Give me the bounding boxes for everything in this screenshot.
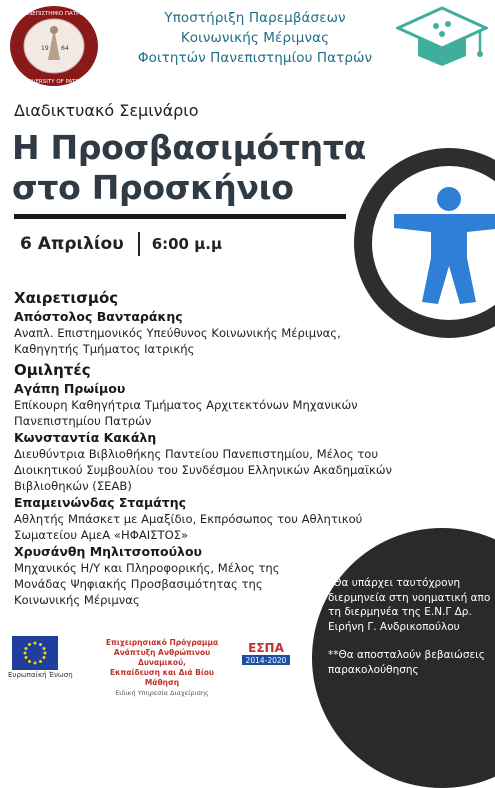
greeting-name: Απόστολος Βανταράκης <box>14 309 183 324</box>
event-title-line-2: στο Προσκήνιο <box>12 168 294 207</box>
speaker-role-line: Διοικητικού Συμβουλίου του Συνδέσμου Ελληνικών Ακαδημαϊκών <box>14 463 393 477</box>
event-datetime <box>20 232 222 256</box>
programme-line: Ανάπτυξη Ανθρώπινου Δυναμικού, <box>113 648 211 667</box>
event-time: 6:00 μ.μ <box>151 235 222 253</box>
greeting-heading: Χαιρετισμός <box>14 289 119 307</box>
university-seal-logo <box>8 4 100 88</box>
speaker-role-line: Κοινωνικής Μέριμνας <box>14 593 140 607</box>
note-line: *Θα υπάρχει ταυτόχρονη <box>328 577 461 589</box>
event-title-line-1: Η Προσβασιμότητα <box>12 128 367 167</box>
event-subtitle: Διαδικτυακό Σεμινάριο <box>14 101 199 120</box>
event-date: 6 Απριλίου <box>20 234 124 254</box>
eu-caption: Ευρωπαϊκή Ένωση <box>8 671 73 679</box>
seal-year-right: 64 <box>61 45 69 52</box>
espa-years: 2014-2020 <box>245 656 287 665</box>
espa-logo <box>238 638 294 672</box>
note-line: διερμηνεία στη νοηματική απο <box>328 591 491 604</box>
graduation-cap-logo <box>396 4 488 72</box>
date-separator <box>138 232 140 256</box>
speakers-heading: Ομιλητές <box>14 361 91 379</box>
interpretation-note <box>328 576 495 634</box>
seal-text-top: ΠΑΝΕΠΙΣΤΗΜΙΟ ΠΑΤΡΩΝ <box>20 11 88 17</box>
org-line-2: Κοινωνικής Μέριμνας <box>180 30 330 46</box>
speaker-role-line: Μονάδας Ψηφιακής Προσβασιμότητας της <box>14 577 263 591</box>
seal-year-left: 19 <box>41 45 49 52</box>
speaker-name: Χρυσάνθη Μηλιτσοπούλου <box>14 544 202 559</box>
note-line: **Θα αποσταλούν βεβαιώσεις <box>328 649 485 661</box>
program-content <box>14 287 404 608</box>
programme-logo <box>96 638 228 698</box>
org-line-1: Υποστήριξη Παρεμβάσεων <box>164 10 346 26</box>
espa-label: ΕΣΠΑ <box>248 641 284 655</box>
programme-line: Επιχειρησιακό Πρόγραμμα <box>105 638 219 647</box>
greeting-role-line: Καθηγητής Τμήματος Ιατρικής <box>14 342 195 356</box>
programme-line: Εκπαίδευση και Διά Βίου Μάθηση <box>109 668 214 687</box>
speaker-role-line: Σωματείου ΑμεΑ «ΗΦΑΙΣΤΟΣ» <box>14 528 189 542</box>
title-divider <box>14 214 346 219</box>
programme-sub: Ειδική Υπηρεσία Διαχείρισης <box>115 689 209 697</box>
speaker-role-line: Διευθύντρια Βιβλιοθήκης Παντείου Πανεπιστημίου, Μέλος του <box>14 447 379 461</box>
speaker-role-line: Πανεπιστημίου Πατρών <box>14 414 152 428</box>
note-line: Ειρήνη Γ. Ανδρικοπούλου <box>328 620 460 633</box>
greeting-role-line: Αναπλ. Επιστημονικός Υπεύθυνος Κοινωνικής Μέριμνας, <box>14 326 341 340</box>
organization-header <box>110 8 400 68</box>
note-line: παρακολούθησης <box>328 663 419 676</box>
event-title <box>12 128 372 208</box>
speaker-role-line: Βιβλιοθηκών (ΣΕΑΒ) <box>14 479 132 493</box>
speaker-role-line: Αθλητής Μπάσκετ με Αμαξίδιο, Εκπρόσωπος του Αθλητικού <box>14 512 363 526</box>
speaker-name: Κωνσταντία Κακάλη <box>14 430 157 445</box>
speaker-role-line: Επίκουρη Καθηγήτρια Τμήματος Αρχιτεκτόνων Μηχανικών <box>14 398 358 412</box>
org-line-3: Φοιτητών Πανεπιστημίου Πατρών <box>137 50 373 66</box>
speaker-name: Αγάπη Πρωίμου <box>14 381 126 396</box>
seal-text-bottom: UNIVERSITY OF PATRAS <box>21 79 87 85</box>
eu-flag-logo <box>12 636 58 670</box>
certificate-note <box>328 648 495 677</box>
note-line: τη διερμηνέα της Ε.Ν.Γ Δρ. <box>328 606 472 618</box>
speaker-name: Επαμεινώνδας Σταμάτης <box>14 495 187 510</box>
speaker-role-line: Μηχανικός Η/Υ και Πληροφορικής, Μέλος της <box>14 561 280 575</box>
